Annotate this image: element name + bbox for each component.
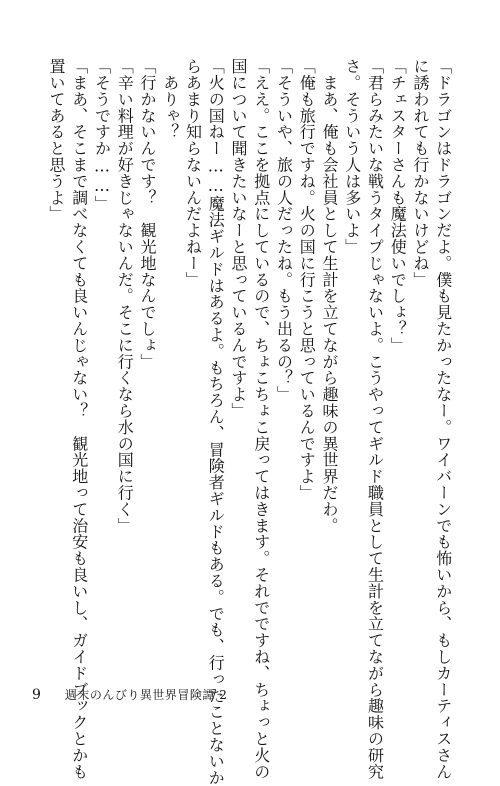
text-line: 「そうですか……」: [92, 58, 112, 212]
text-line: 国について聞きたいなーと思っているんですよ」: [229, 58, 248, 419]
page-number: 9: [32, 687, 41, 703]
page-footer: [32, 686, 227, 703]
text-line: 「ドラゴンはドラゴンだよ。僕も見たかったなー。ワイバーンでも怖いから、もしカーティスさん: [433, 58, 453, 780]
text-line: 「行かないんです？ 観光地なんでしょ」: [138, 58, 157, 370]
text-line: 「俺も旅行ですね。火の国に行こうと思っているんですよ」: [297, 58, 317, 501]
text-line: 「ええ。ここを拠点にしているので、ちょこちょこ戻ってはきます。それでですね、ちょっと火の: [251, 58, 271, 780]
text-line: 「まあ、そこまで調べなくても良いんじゃない？ 観光地って治安も良いし、ガイドブックとかも: [69, 58, 89, 780]
text-line: 「チェスターさんも魔法使いでしょ？」: [388, 58, 408, 354]
book-title: 週末のんびり異世界冒険譚 2: [64, 688, 228, 702]
text-line: さ。そういう人は多いよ」: [342, 58, 362, 255]
text-line: らあまり知らないんだよねー」: [183, 58, 203, 288]
text-line: ありゃ？: [160, 58, 180, 140]
text-line: 「君らみたいな戦うタイプじゃないよ。こうやってギルド職員として生計を立てながら趣味の研究: [365, 58, 385, 780]
text-line: 「辛い料理が好きじゃないんだ。そこに行くなら水の国に行く」: [115, 58, 135, 534]
text-line: 「火の国ねー……魔法ギルドはあるよ。もちろん、冒険者ギルドもある。でも、行ったことないか: [206, 58, 226, 786]
text-line: 「そういや、旅の人だったね。もう出るの？」: [274, 58, 294, 403]
text-line: に誘われても行かないけどね」: [411, 58, 430, 288]
text-line: まあ、俺も会社員として生計を立てながら趣味の異世界だわ。: [320, 58, 339, 534]
text-line: 置いてあると思うよ」: [47, 58, 66, 222]
